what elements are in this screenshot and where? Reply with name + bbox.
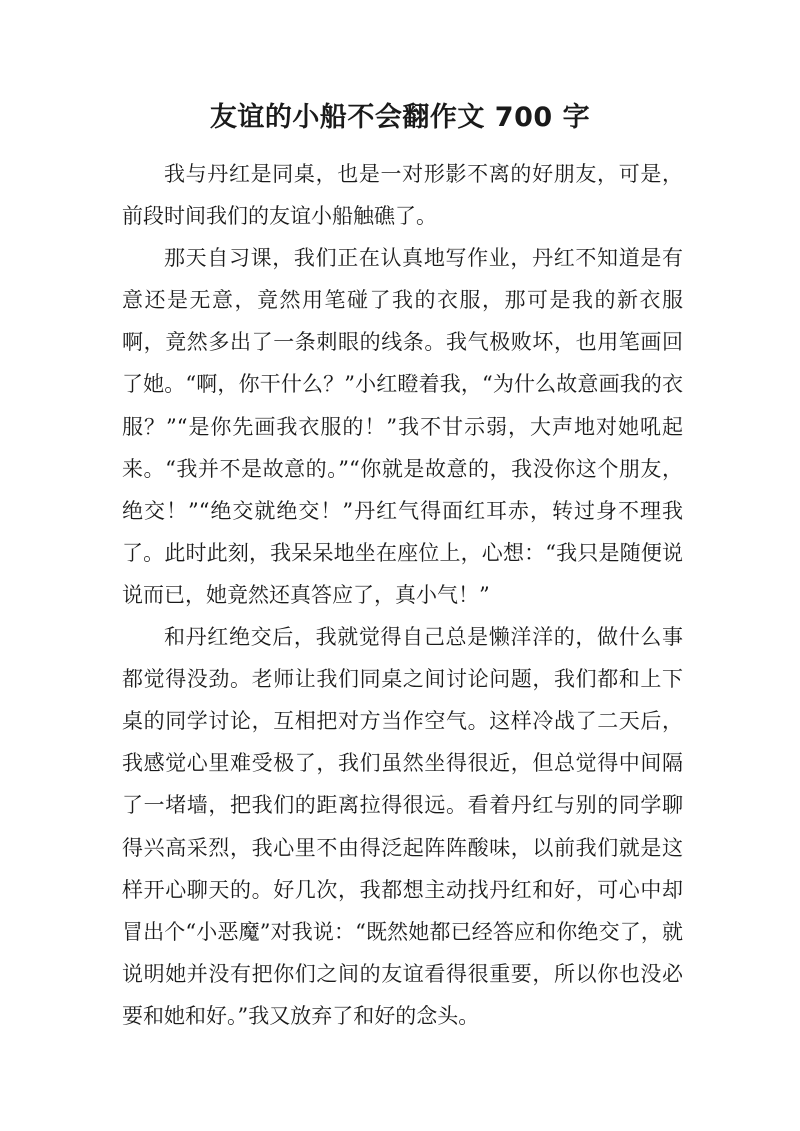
paragraph-1: 我与丹红是同桌，也是一对形影不离的好朋友，可是，前段时间我们的友谊小船触礁了。 — [122, 162, 683, 229]
paragraph-2: 那天自习课，我们正在认真地写作业，丹红不知道是有意还是无意，竟然用笔碰了我的衣服，那可是我的新衣服啊，竟然多出了一条刺眼的线条。我气极败坏，也用笔画回了她。“啊，你干什么？”小红瞪着我，“为什么故意画我的衣服？”“是你先画我衣服的！”我不甘示弱，大声地对她吼起来。“我并不是故意的。”“你就是故意的，我没你这个朋友，绝交！”“绝交就绝交！”丹红气得面红耳赤，转过身不理我了。此时此刻，我呆呆地坐在座位上，心想：“我只是随便说说而已，她竟然还真答应了，真小气！” — [122, 246, 683, 607]
document-body — [122, 153, 683, 1037]
document-title: 友谊的小船不会翻作文 700 字 — [209, 102, 591, 133]
paragraph-3: 和丹红绝交后，我就觉得自己总是懒洋洋的，做什么事都觉得没劲。老师让我们同桌之间讨论问题，我们都和上下桌的同学讨论，互相把对方当作空气。这样冷战了二天后，我感觉心里难受极了，我们虽然坐得很近，但总觉得中间隔了一堵墙，把我们的距离拉得很远。看着丹红与别的同学聊得兴高采烈，我心里不由得泛起阵阵酸味，以前我们就是这样开心聊天的。好几次，我都想主动找丹红和好，可心中却冒出个“小恶魔”对我说：“既然她都已经答应和你绝交了，就说明她并没有把你们之间的友谊看得很重要，所以你也没必要和她和好。”我又放弃了和好的念头。 — [122, 625, 683, 1028]
